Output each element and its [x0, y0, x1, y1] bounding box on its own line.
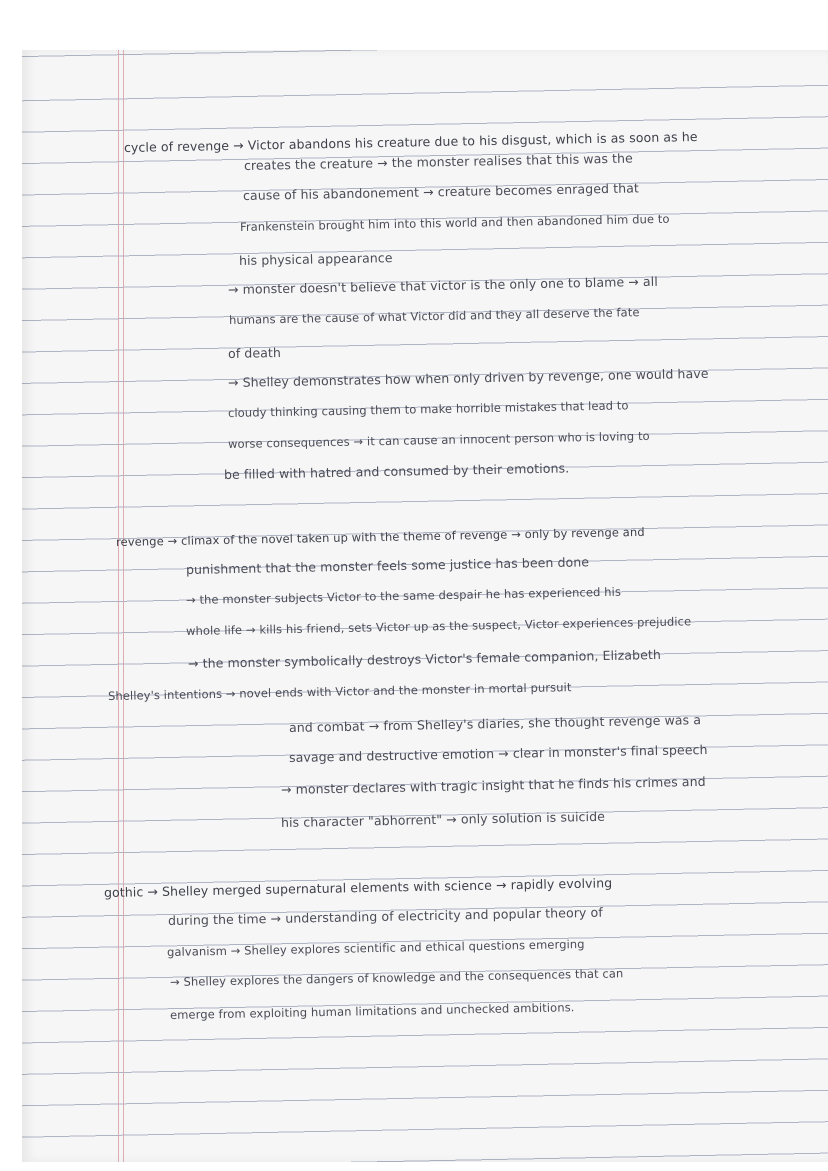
note-line: → the monster symbolically destroys Victor's female companion, Elizabeth	[187, 646, 662, 671]
note-line: punishment that the monster feels some justice has been done	[185, 554, 590, 577]
note-line: worse consequences → it can cause an innocent person who is loving to	[227, 428, 650, 451]
margin-line	[118, 50, 119, 1162]
note-line: emerge from exploiting human limitations and unchecked ambitions.	[169, 1000, 575, 1022]
note-line: creates the creature → the monster realises that this was the	[243, 150, 634, 173]
note-line: → Shelley explores the dangers of knowledge and the consequences that can	[169, 966, 624, 989]
note-line: → Shelley demonstrates how when only driven by revenge, one would have	[227, 365, 709, 390]
note-line: cycle of revenge → Victor abandons his creature due to his disgust, which is as soon as he	[123, 128, 698, 155]
note-line: → monster doesn't believe that victor is the only one to blame → all	[227, 273, 658, 297]
margin-line	[123, 50, 124, 1162]
note-line: galvanism → Shelley explores scientific and ethical questions emerging	[166, 936, 585, 959]
note-line: Shelley's intentions → novel ends with Victor and the monster in mortal pursuit	[107, 680, 572, 703]
note-line: gothic → Shelley merged supernatural elements with science → rapidly evolving	[103, 875, 613, 900]
note-line: his physical appearance	[238, 250, 393, 268]
note-line: cause of his abandonement → creature becomes enraged that	[242, 180, 640, 203]
note-line: → the monster subjects Victor to the same despair he has experienced his	[185, 584, 622, 607]
note-line: of death	[227, 344, 282, 361]
note-line: → monster declares with tragic insight that he finds his crimes and	[280, 773, 706, 797]
note-line: cloudy thinking causing them to make horrible mistakes that lead to	[227, 398, 629, 420]
note-line: be filled with hatred and consumed by their emotions.	[223, 460, 570, 482]
note-line: humans are the cause of what Victor did and they all deserve the fate	[228, 305, 640, 327]
note-line: Frankenstein brought him into this world and then abandoned him due to	[239, 211, 670, 234]
note-line: his character "abhorrent" → only solution is suicide	[280, 808, 606, 830]
note-line: during the time → understanding of electricity and popular theory of	[167, 904, 603, 928]
note-line: savage and destructive emotion → clear in monster's final speech	[288, 741, 708, 765]
note-line: whole life → kills his friend, sets Victor up as the suspect, Victor experiences prejudice	[185, 614, 692, 638]
note-line: revenge → climax of the novel taken up with the theme of revenge → only by revenge and	[115, 524, 645, 549]
note-line: and combat → from Shelley's diaries, she thought revenge was a	[288, 712, 702, 735]
